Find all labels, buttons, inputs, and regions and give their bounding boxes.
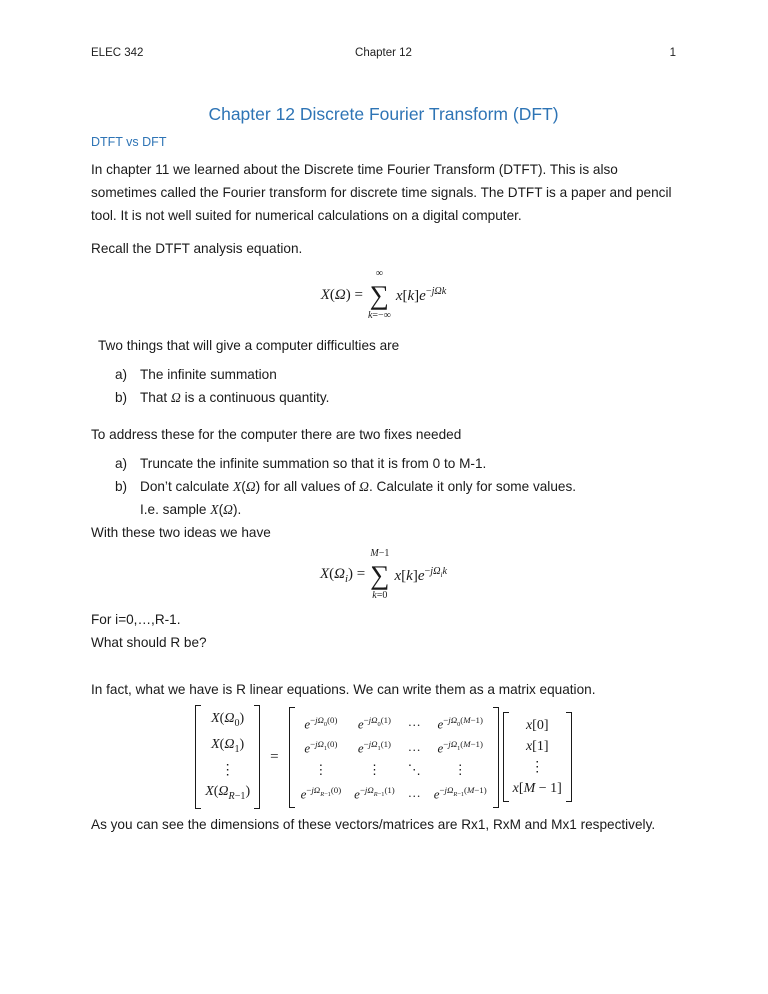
vector-entry: $X(\Omega_{R-1})$: [205, 783, 251, 802]
matrix-cell: $e^{-j\Omega_0(0)}$: [304, 714, 338, 731]
dtft-equation-lhs: X(Ω) =: [320, 286, 363, 303]
list-marker: b): [115, 479, 128, 494]
paragraph-ideas: With these two ideas we have: [91, 525, 271, 540]
vertical-dots: ⋮: [530, 760, 545, 776]
fix-item-b: [115, 475, 676, 498]
paragraph-dimensions: As you can see the dimensions of these vectors/matrices are Rx1, RxM and Mx1 respectively.: [91, 817, 656, 833]
sigma-glyph: ∑: [369, 280, 389, 310]
summation-symbol-dft: [370, 548, 389, 602]
difficulty-item-b: [115, 386, 676, 409]
vertical-dots: ⋮: [367, 762, 381, 778]
vector-entry: x[1]: [525, 739, 549, 755]
dtft-analysis-equation: [91, 268, 676, 322]
list-marker: a): [115, 367, 128, 382]
matrix-cell: $e^{-j\Omega_{R-1}(1)}$: [354, 785, 395, 802]
matrix-cell: $e^{-j\Omega_1(1)}$: [357, 739, 391, 756]
summation-upper-limit: ∞: [375, 268, 383, 279]
right-bracket: [566, 712, 572, 802]
page-header: [91, 46, 676, 60]
list-marker: a): [115, 456, 128, 471]
section-heading-dtft-vs-dft: DTFT vs DFT: [91, 135, 167, 149]
sigma-glyph: ∑: [370, 560, 390, 590]
paragraph-matrix-intro: In fact, what we have is R linear equations. We can write them as a matrix equation.: [91, 682, 596, 697]
dft-matrix-cells: [295, 707, 493, 808]
vector-entry: x[M − 1]: [512, 781, 562, 797]
fix-item-a: [115, 452, 676, 475]
list-marker: b): [115, 390, 128, 405]
summation-upper-limit: M−1: [370, 548, 390, 559]
fix-item-b-continuation: I.e. sample X(Ω).: [140, 502, 242, 517]
document-title: Chapter 12 Discrete Fourier Transform (DFT): [208, 104, 559, 124]
horizontal-dots: …: [407, 784, 421, 800]
list-item-text: Don’t calculate X(Ω) for all values of Ω. Calculate it only for some values.: [140, 479, 577, 494]
vertical-dots: ⋮: [453, 762, 467, 778]
matrix-cell: $e^{-j\Omega_1(M-1)}$: [437, 739, 483, 756]
header-course: ELEC 342: [91, 47, 144, 59]
vertical-dots: ⋮: [220, 762, 235, 778]
rhs-vector: [503, 712, 572, 802]
equals-sign: =: [270, 748, 279, 765]
diagonal-dots: ⋱: [407, 762, 421, 778]
matrix-cell: $e^{-j\Omega_{R-1}(0)}$: [300, 785, 342, 802]
paragraph-for-i: For i=0,…,R-1.: [91, 612, 181, 627]
paragraph-fixes-intro: To address these for the computer there are two fixes needed: [91, 427, 462, 442]
rhs-vector-entries: [509, 712, 566, 802]
horizontal-dots: …: [407, 739, 421, 755]
summation-lower-limit: k=0: [372, 590, 388, 601]
right-bracket: [493, 707, 499, 808]
vector-entry: x[0]: [525, 718, 549, 734]
dft-equation-rhs: $x[k]e^{-j\Omega_ik}$: [394, 565, 448, 584]
paragraph-what-r: What should R be?: [91, 635, 207, 650]
matrix-cell: $e^{-j\Omega_0(1)}$: [357, 714, 391, 731]
paragraph-recall: Recall the DTFT analysis equation.: [91, 241, 303, 256]
paragraph-difficulties-intro: Two things that will give a computer difficulties are: [98, 338, 400, 353]
difficulty-item-a: [115, 363, 676, 386]
dtft-equation-rhs: $x[k]e^{-j\Omega k}$: [395, 285, 447, 304]
lhs-vector-entries: [201, 705, 254, 809]
fixes-list: [115, 452, 676, 521]
list-item-text: The infinite summation: [140, 367, 277, 382]
header-page-number: 1: [669, 47, 676, 59]
list-item-text: That Ω is a continuous quantity.: [140, 390, 330, 405]
matrix-cell: $e^{-j\Omega_1(0)}$: [304, 739, 338, 756]
right-bracket: [254, 705, 260, 809]
matrix-cell: $e^{-j\Omega_0(M-1)}$: [437, 714, 483, 731]
dft-matrix: [289, 707, 499, 808]
list-item-text: Truncate the infinite summation so that it is from 0 to M-1.: [140, 456, 487, 471]
matrix-cell: $e^{-j\Omega_{R-1}(M-1)}$: [433, 785, 487, 802]
difficulties-list: [115, 363, 676, 409]
matrix-equation: [91, 705, 676, 809]
header-chapter: Chapter 12: [355, 47, 412, 59]
vector-entry: $X(\Omega_1)$: [211, 736, 245, 755]
dft-equation-lhs: $X(\Omega_i)$ =: [319, 565, 366, 585]
dft-equation: [91, 548, 676, 602]
summation-symbol-dtft: [368, 268, 391, 322]
summation-lower-limit: k=−∞: [367, 310, 391, 321]
vertical-dots: ⋮: [314, 762, 328, 778]
horizontal-dots: …: [407, 714, 421, 730]
paragraph-intro: In chapter 11 we learned about the Discrete time Fourier Transform (DTFT). This is also sometimes called the Fourier transform for discrete time signals. The DTFT is a paper and pencil tool. It is not well suited for numerical calculations on a digital computer.: [91, 162, 672, 223]
lhs-vector: [195, 705, 260, 809]
vector-entry: $X(\Omega_0)$: [211, 711, 245, 729]
